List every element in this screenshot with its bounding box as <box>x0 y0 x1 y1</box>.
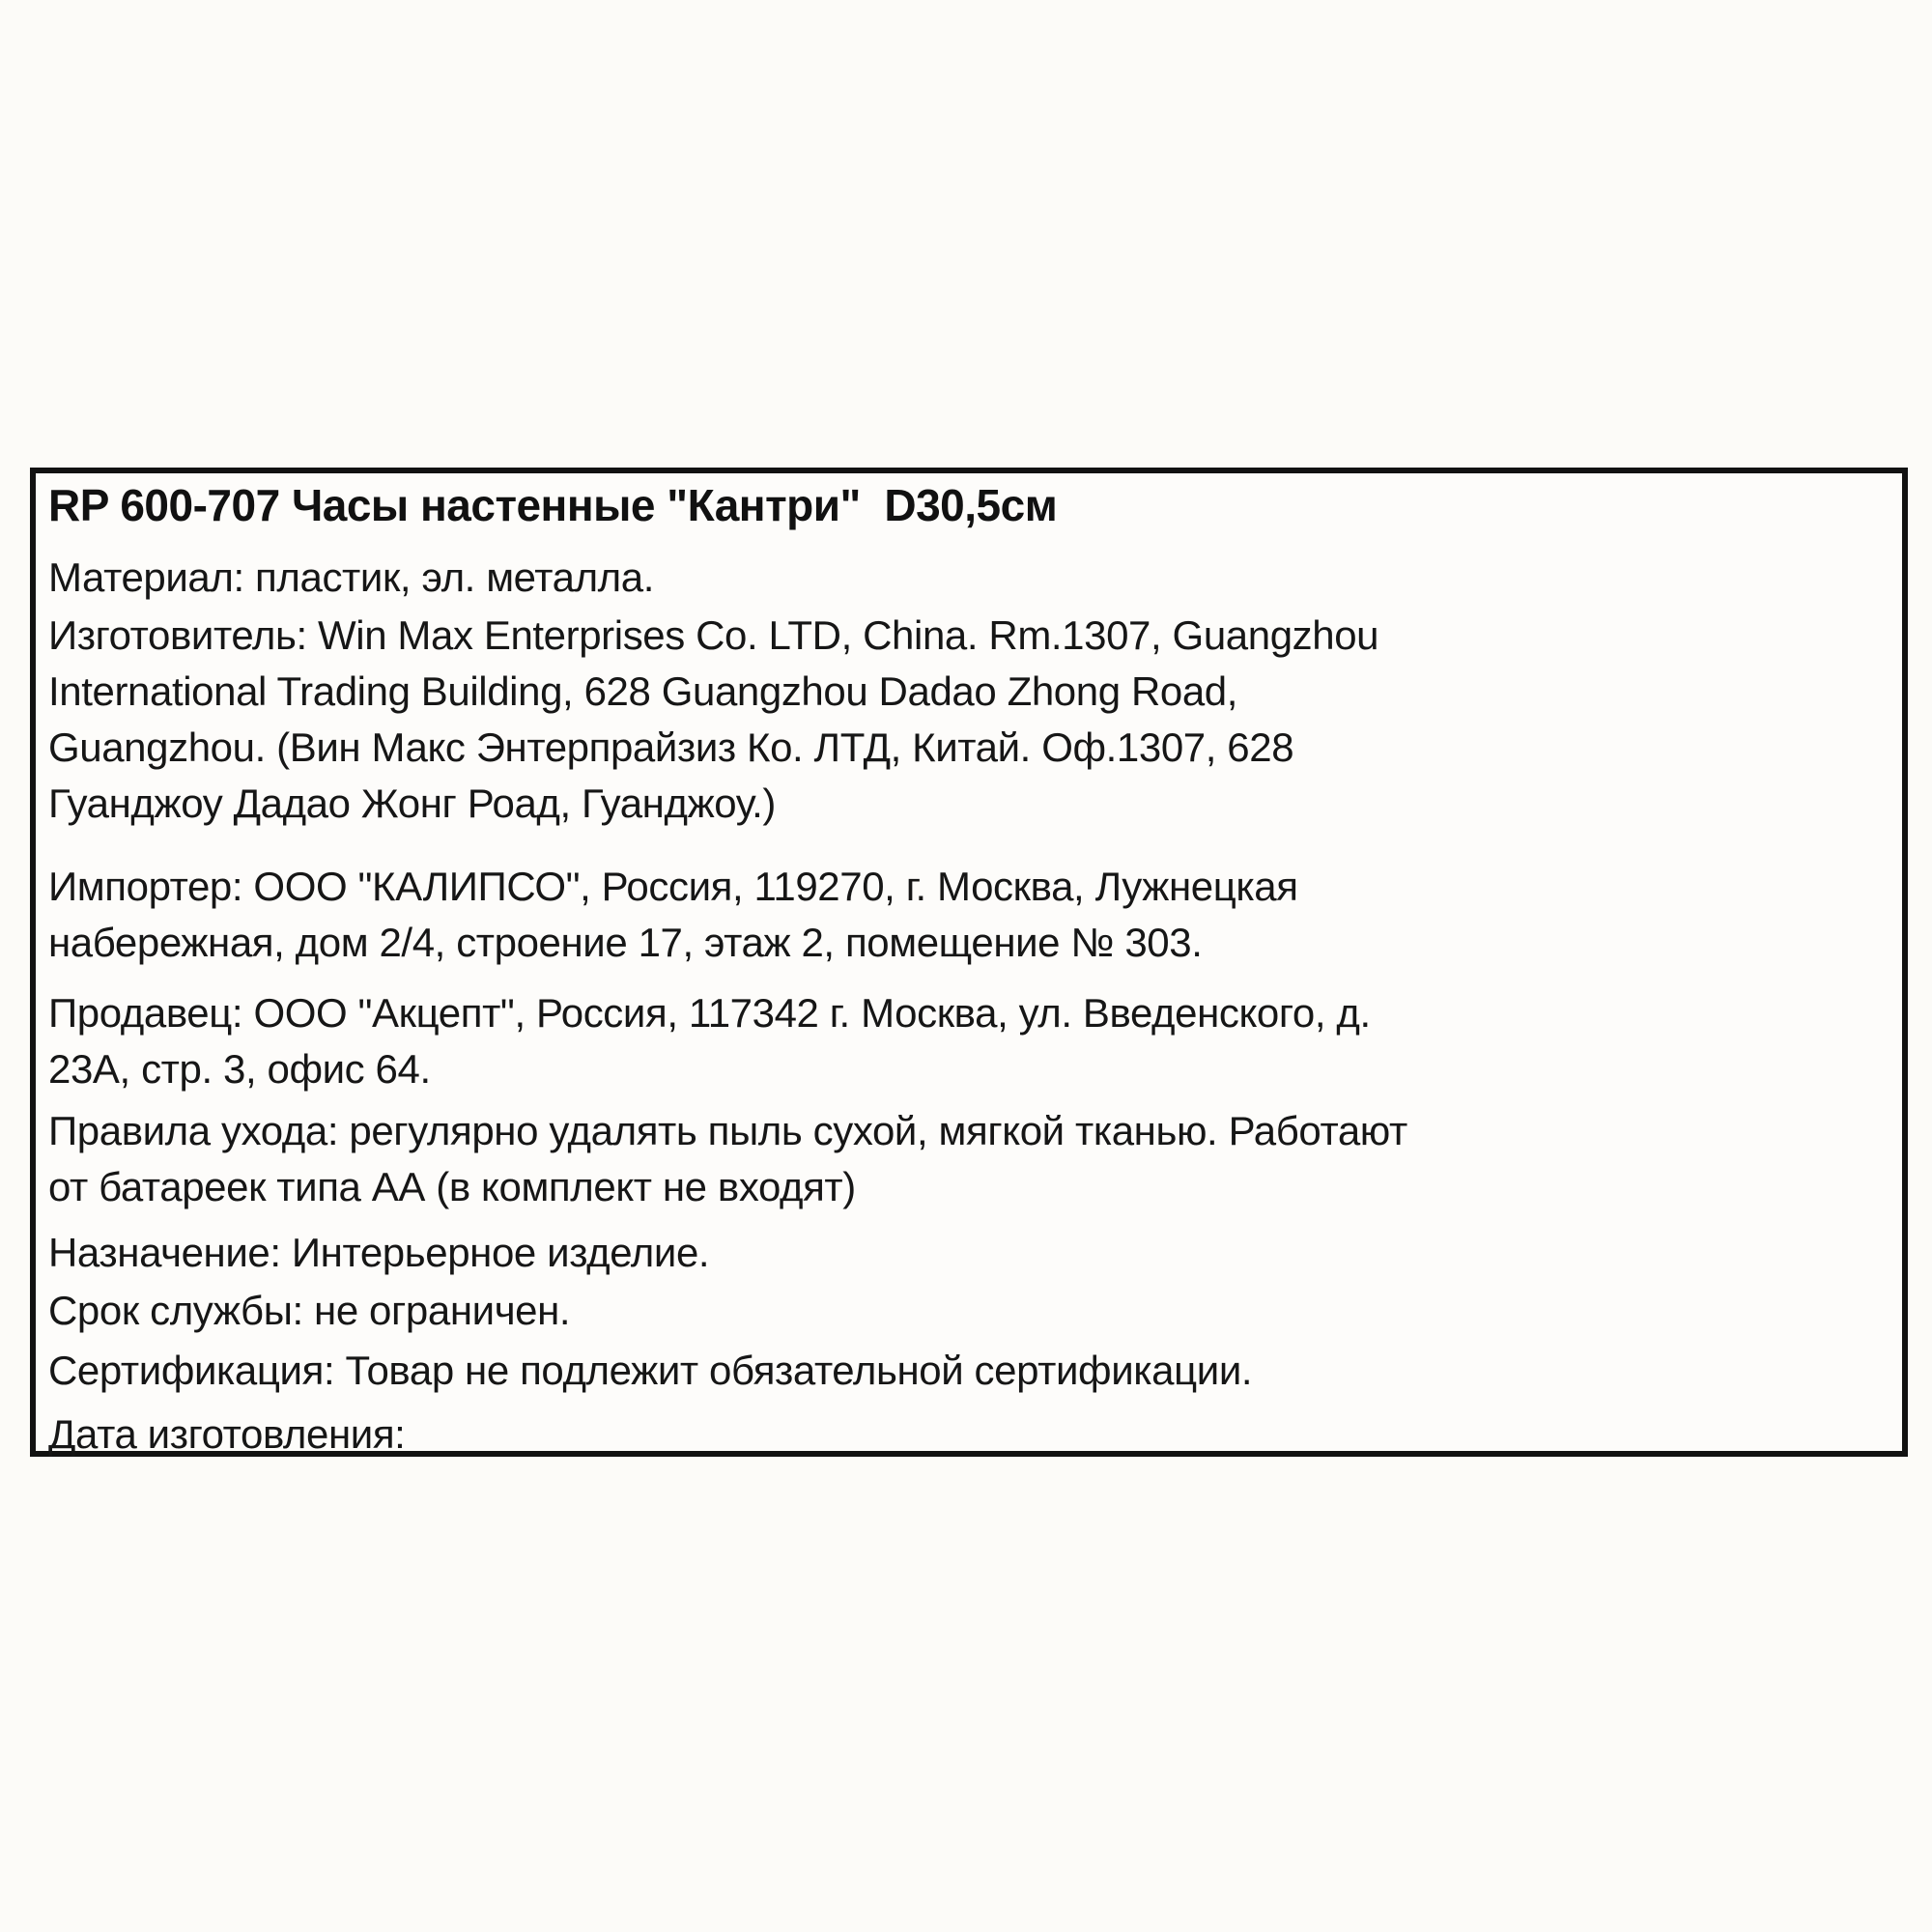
label-line: Изготовитель: Win Max Enterprises Co. LTD, China. Rm.1307, Guangzhou <box>48 612 1379 658</box>
product-title: RP 600-707 Часы настенные "Кантри" D30,5см <box>48 480 1058 530</box>
label-line: Guangzhou. (Вин Макс Энтерпрайзиз Ко. ЛТД, Китай. Оф.1307, 628 <box>48 724 1294 770</box>
label-line: Правила ухода: регулярно удалять пыль сухой, мягкой тканью. Работают <box>48 1108 1407 1153</box>
label-line: Продавец: ООО "Акцепт", Россия, 117342 г. Москва, ул. Введенского, д. <box>48 990 1371 1036</box>
label-line: Назначение: Интерьерное изделие. <box>48 1230 710 1275</box>
label-line: Импортер: ООО "КАЛИПСО", Россия, 119270, г. Москва, Лужнецкая <box>48 864 1298 909</box>
label-line: от батареек типа АА (в комплект не входят) <box>48 1164 856 1209</box>
label-line: 23А, стр. 3, офис 64. <box>48 1046 431 1092</box>
paragraph-certification <box>48 1343 1885 1399</box>
paragraph-material <box>48 550 1885 606</box>
label-line: Материал: пластик, эл. металла. <box>48 554 655 600</box>
paragraph-manufacturer <box>48 608 1885 832</box>
paragraph-seller <box>48 985 1885 1097</box>
paragraph-care-rules <box>48 1103 1885 1215</box>
label-line: Сертификация: Товар не подлежит обязательной сертификации. <box>48 1348 1253 1393</box>
label-line: International Trading Building, 628 Guangzhou Dadao Zhong Road, <box>48 668 1238 714</box>
paragraph-importer <box>48 859 1885 971</box>
label-paragraphs <box>48 550 1885 1463</box>
label-line: Дата изготовления: <box>48 1411 406 1457</box>
paragraph-purpose <box>48 1225 1885 1281</box>
paragraph-manufacture-date <box>48 1406 1885 1463</box>
label-line: набережная, дом 2/4, строение 17, этаж 2, помещение № 303. <box>48 920 1203 965</box>
product-label-box <box>30 468 1908 1457</box>
paragraph-service-life <box>48 1283 1885 1339</box>
label-line: Срок службы: не ограничен. <box>48 1288 571 1333</box>
label-line: Гуанджоу Дадао Жонг Роад, Гуанджоу.) <box>48 781 777 826</box>
